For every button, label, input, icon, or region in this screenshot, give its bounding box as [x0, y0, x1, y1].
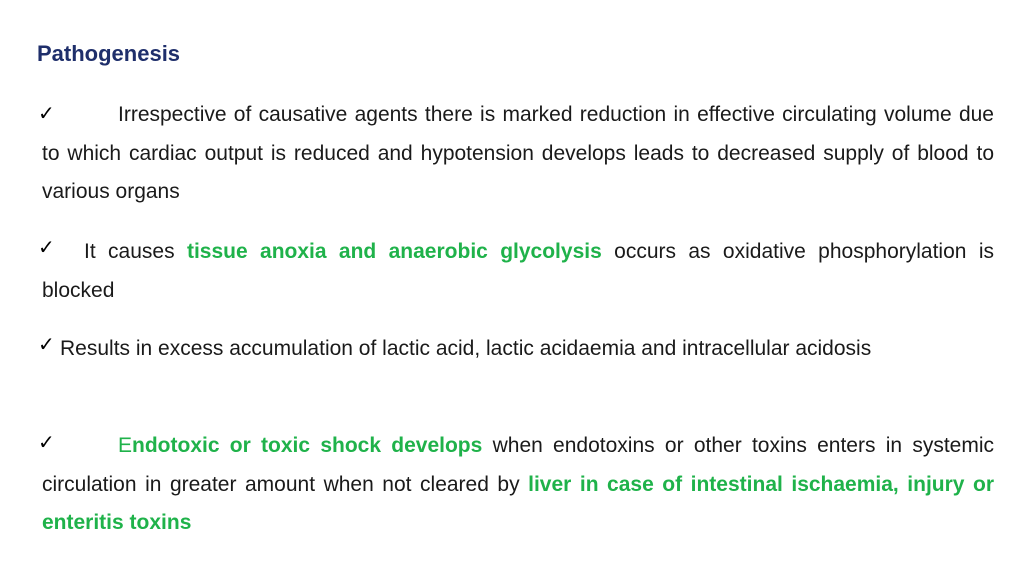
bullet-4-highlight-2: liver in case of intestinal ischaemia, injury or enteritis toxins: [42, 472, 994, 534]
bullet-2: [42, 233, 994, 310]
check-mark-icon: ✓: [38, 432, 55, 454]
bullet-1: [42, 96, 994, 212]
bullet-4-text: when endotoxins or other toxins enters in systemic circulation in greater amount when not cleared by: [42, 434, 995, 496]
bullet-2-text-end: occurs as oxidative phosphorylation is blocked: [42, 240, 994, 302]
bullet-3: [42, 330, 994, 369]
bullet-3-text: Results in excess accumulation of lactic acid, lactic acidaemia and intracellular acidosis: [60, 337, 872, 360]
check-mark-icon: ✓: [38, 237, 55, 259]
bullet-1-text: Irrespective of causative agents there is marked reduction in effective circulating volume due to which cardiac output is reduced and hypotension develops leads to decreased supply of blood to various organs: [42, 103, 994, 203]
bullet-4-highlight-1: ndotoxic or toxic shock develops: [132, 434, 483, 457]
bullet-2-text-start: It causes: [84, 240, 187, 263]
check-mark-icon: ✓: [38, 103, 55, 125]
check-mark-icon: ✓: [38, 334, 55, 356]
bullet-2-highlight: tissue anoxia and anaerobic glycolysis: [186, 240, 602, 263]
bullet-4: [42, 427, 994, 543]
bullet-4-highlight-lead: E: [118, 434, 133, 457]
page-title: Pathogenesis: [37, 41, 181, 66]
